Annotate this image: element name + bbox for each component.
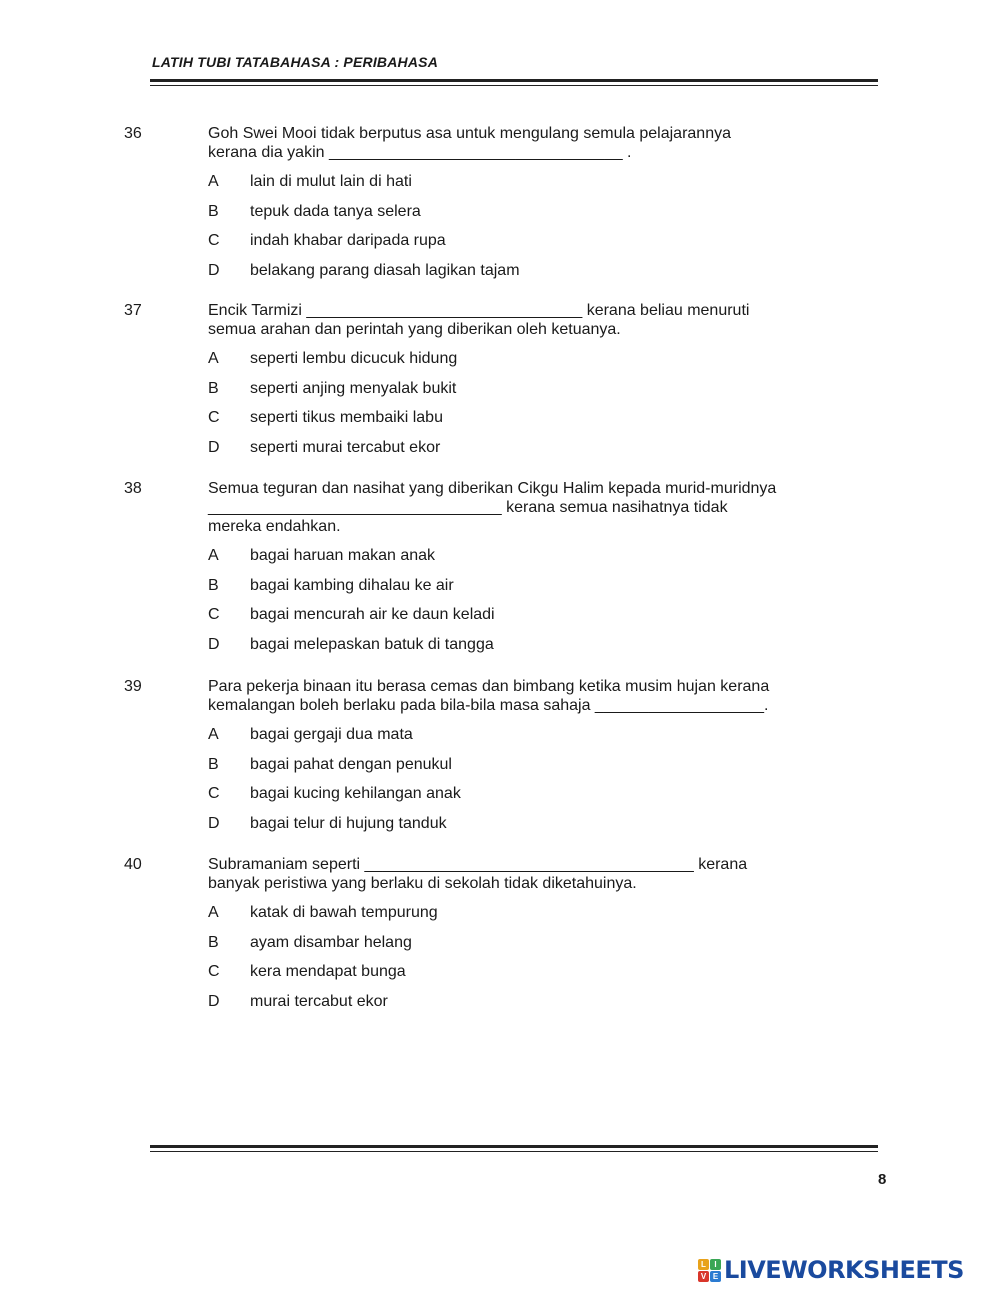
logo-block-l: L — [698, 1259, 709, 1270]
answer-option-c[interactable] — [0, 784, 1000, 804]
logo-block-v: V — [698, 1271, 709, 1282]
option-text: bagai telur di hujung tanduk — [250, 814, 447, 832]
option-text: lain di mulut lain di hati — [250, 173, 412, 190]
option-text: belakang parang diasah lagikan tajam — [250, 261, 520, 279]
question-text — [208, 124, 848, 162]
option-letter: B — [208, 202, 219, 220]
answer-option-c[interactable] — [0, 605, 1000, 625]
option-text: katak di bawah tempurung — [250, 904, 438, 921]
answer-option-a[interactable] — [0, 349, 1000, 369]
answer-option-b[interactable] — [0, 933, 1000, 953]
option-text: seperti tikus membaiki labu — [250, 409, 443, 426]
option-letter: A — [208, 726, 219, 743]
answer-option-c[interactable] — [0, 408, 1000, 428]
question-text-line: Encik Tarmizi _______________________________ kerana beliau menuruti — [208, 302, 750, 319]
option-letter: D — [208, 635, 220, 653]
answer-option-d[interactable] — [0, 992, 1000, 1012]
question-text-line: Semua teguran dan nasihat yang diberikan Cikgu Halim kepada murid-muridnya — [208, 480, 777, 497]
option-letter: A — [208, 350, 219, 367]
question-number: 40 — [124, 856, 142, 873]
option-letter: D — [208, 992, 220, 1010]
answer-option-c[interactable] — [0, 231, 1000, 251]
option-text: bagai melepaskan batuk di tangga — [250, 635, 494, 653]
option-text: kera mendapat bunga — [250, 963, 406, 980]
footer-rule-thick — [150, 1145, 878, 1148]
option-text: bagai pahat dengan penukul — [250, 755, 452, 773]
logo-block-i: I — [710, 1259, 721, 1270]
option-text: bagai mencurah air ke daun keladi — [250, 606, 495, 623]
liveworksheets-logo-icon — [698, 1259, 721, 1282]
answer-option-c[interactable] — [0, 962, 1000, 982]
option-text: bagai kambing dihalau ke air — [250, 576, 454, 594]
question-text-line: _________________________________ kerana semua nasihatnya tidak — [208, 499, 728, 516]
option-letter: A — [208, 173, 219, 190]
option-letter: B — [208, 379, 219, 397]
page-header-title: LATIH TUBI TATABAHASA : PERIBAHASA — [152, 54, 439, 70]
question-number: 38 — [124, 480, 142, 497]
option-letter: A — [208, 547, 219, 564]
option-letter: B — [208, 933, 219, 951]
page-number: 8 — [878, 1171, 887, 1188]
header-rule-thin — [150, 85, 878, 86]
option-letter: C — [208, 232, 220, 249]
option-letter: C — [208, 785, 220, 802]
answer-option-d[interactable] — [0, 438, 1000, 458]
answer-option-b[interactable] — [0, 379, 1000, 399]
question-text — [208, 677, 848, 715]
answer-option-a[interactable] — [0, 725, 1000, 745]
option-letter: C — [208, 409, 220, 426]
question-number: 37 — [124, 302, 142, 319]
option-text: seperti lembu dicucuk hidung — [250, 350, 458, 367]
option-letter: D — [208, 438, 220, 456]
question-text — [208, 479, 848, 536]
option-letter: D — [208, 261, 220, 279]
header-rule-thick — [150, 79, 878, 82]
answer-option-b[interactable] — [0, 576, 1000, 596]
option-letter: B — [208, 755, 219, 773]
answer-option-a[interactable] — [0, 903, 1000, 923]
question-number: 39 — [124, 678, 142, 695]
answer-option-d[interactable] — [0, 814, 1000, 834]
option-text: seperti anjing menyalak bukit — [250, 379, 457, 397]
question-text-line: banyak peristiwa yang berlaku di sekolah tidak diketahuinya. — [208, 875, 637, 892]
question-text-line: mereka endahkan. — [208, 518, 341, 535]
option-text: ayam disambar helang — [250, 933, 412, 951]
option-letter: C — [208, 606, 220, 623]
question-text — [208, 855, 848, 893]
answer-option-d[interactable] — [0, 261, 1000, 281]
option-letter: A — [208, 904, 219, 921]
option-text: indah khabar daripada rupa — [250, 232, 446, 249]
option-text: bagai gergaji dua mata — [250, 726, 413, 743]
liveworksheets-logo-text: LIVEWORKSHEETS — [724, 1256, 964, 1284]
question-number: 36 — [124, 125, 142, 142]
liveworksheets-logo — [698, 1256, 964, 1284]
option-text: murai tercabut ekor — [250, 992, 388, 1010]
answer-option-b[interactable] — [0, 755, 1000, 775]
answer-option-a[interactable] — [0, 172, 1000, 192]
option-letter: B — [208, 576, 219, 594]
question-text-line: Para pekerja binaan itu berasa cemas dan bimbang ketika musim hujan kerana — [208, 678, 770, 695]
option-text: bagai kucing kehilangan anak — [250, 785, 461, 802]
option-letter: D — [208, 814, 220, 832]
question-text — [208, 301, 848, 339]
question-text-line: Goh Swei Mooi tidak berputus asa untuk mengulang semula pelajarannya — [208, 125, 731, 142]
option-letter: C — [208, 963, 220, 980]
answer-option-b[interactable] — [0, 202, 1000, 222]
option-text: seperti murai tercabut ekor — [250, 438, 441, 456]
logo-block-e: E — [710, 1271, 721, 1282]
question-text-line: kemalangan boleh berlaku pada bila-bila masa sahaja ___________________. — [208, 697, 769, 714]
question-text-line: kerana dia yakin _________________________________ . — [208, 144, 632, 161]
option-text: tepuk dada tanya selera — [250, 202, 421, 220]
option-text: bagai haruan makan anak — [250, 547, 436, 564]
question-text-line: semua arahan dan perintah yang diberikan oleh ketuanya. — [208, 321, 621, 338]
question-text-line: Subramaniam seperti _____________________________________ kerana — [208, 856, 748, 873]
footer-rule-thin — [150, 1151, 878, 1152]
answer-option-d[interactable] — [0, 635, 1000, 655]
answer-option-a[interactable] — [0, 546, 1000, 566]
